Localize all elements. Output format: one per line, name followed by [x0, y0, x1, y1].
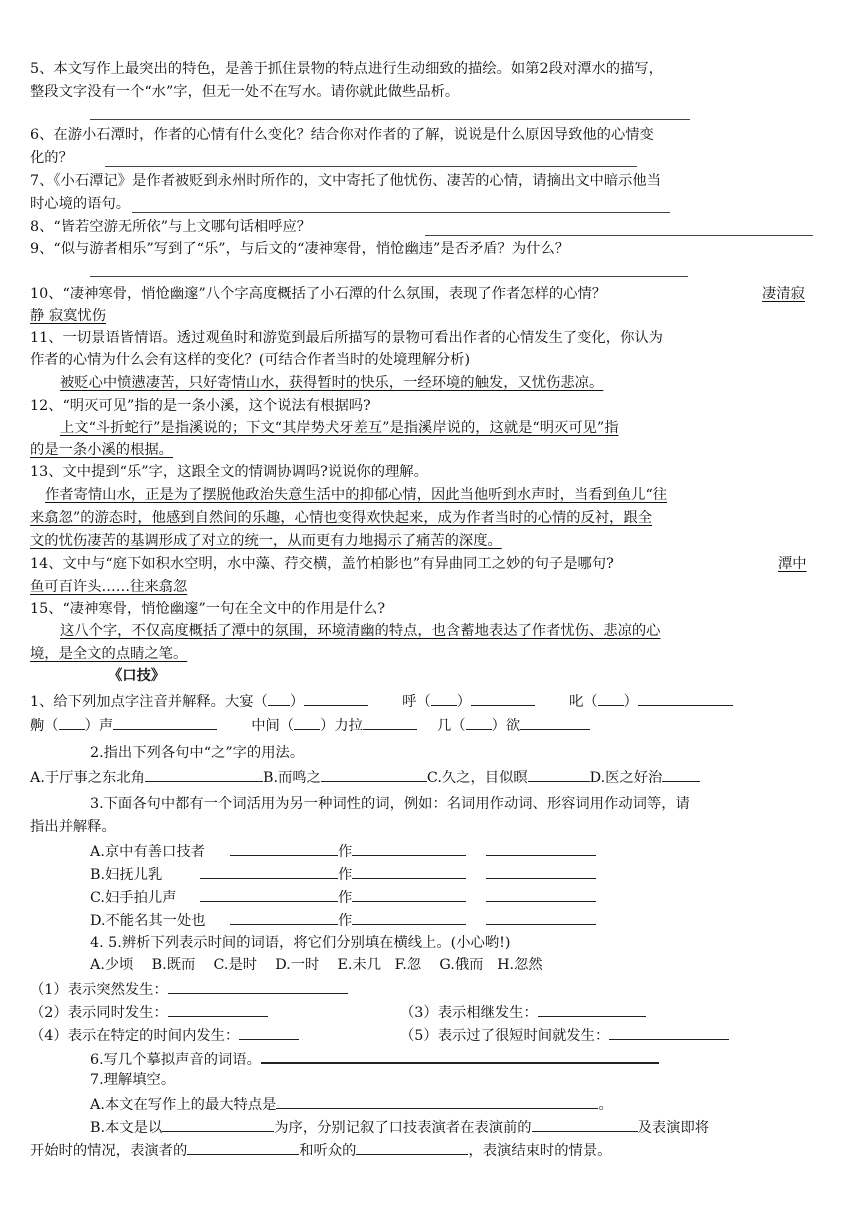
- blank-da-yan-meaning[interactable]: [304, 689, 368, 706]
- question-6-line-1: 6、在游小石潭时，作者的心情有什么变化？结合你对作者的了解，说说是什么原因导致他的心情变: [30, 127, 654, 143]
- blank-q45-3[interactable]: [538, 1000, 646, 1017]
- word-chi: 叱（: [569, 694, 598, 710]
- blank-q2-a[interactable]: [145, 765, 263, 782]
- q6-title: 6.写几个摹拟声音的词语。: [90, 1052, 261, 1068]
- blank-q3-b-2[interactable]: [352, 862, 466, 879]
- q45-part-1: [30, 977, 830, 1001]
- answer-q15-line-2: 境，是全文的点睛之笔。: [30, 646, 188, 662]
- blank-q3-c-3[interactable]: [486, 885, 596, 902]
- blank-q7-a[interactable]: [276, 1092, 598, 1109]
- blank-ji-meaning[interactable]: [520, 713, 590, 730]
- answer-line-q9[interactable]: [90, 276, 688, 277]
- section-title-kouji: 《口技》: [108, 668, 166, 684]
- blank-q6[interactable]: [261, 1046, 659, 1064]
- q45-part-2: [30, 1000, 390, 1024]
- q3-item-b-text: B.妇抚儿乳: [90, 867, 163, 883]
- blank-q7-b-4[interactable]: [356, 1138, 468, 1155]
- q3-zuo-b: 作: [338, 867, 353, 883]
- answer-q12-line-2: 的是一条小溪的根据。: [30, 442, 173, 458]
- answer-q13-line-2: 来翕忽”的游态时，他感到自然间的乐趣，心情也变得欢快起来，成为作者当时的心情的反衬，跟全: [30, 510, 653, 526]
- blank-hu-pinyin[interactable]: [431, 689, 457, 706]
- kouji-q7-b-line-2: [30, 1138, 830, 1162]
- blank-da-yan-pinyin[interactable]: [268, 689, 290, 706]
- blank-q3-a-3[interactable]: [486, 839, 596, 856]
- q7-b-text-6: ，表演结束时的情景。: [468, 1143, 612, 1159]
- question-13-line-1: 13、文中提到“乐”字，这跟全文的情调协调吗?说说你的理解。: [30, 464, 428, 480]
- question-7-line-2: 时心境的语句。: [30, 196, 131, 212]
- answer-line-q8[interactable]: [425, 235, 813, 236]
- blank-jian-pinyin[interactable]: [294, 713, 320, 730]
- question-14-line-1: 14、文中与“庭下如积水空明，水中藻、荇交横，盖竹柏影也”有异曲同工之妙的句子是哪句?: [30, 556, 614, 572]
- blank-q3-d-2[interactable]: [352, 908, 466, 925]
- kouji-q1-line-2: [30, 713, 830, 737]
- q1-prompt: 1、给下列加点字注音并解释。大宴（: [30, 694, 268, 710]
- blank-hou-meaning[interactable]: [113, 713, 217, 730]
- word-sheng: ）声: [84, 718, 114, 734]
- q7-b-text-3: 及表演即将: [637, 1120, 710, 1136]
- kouji-q7-title: 7.理解填空。: [90, 1072, 176, 1088]
- word-yu: ）欲: [491, 718, 521, 734]
- q7-b-text-5: 和听众的: [299, 1143, 357, 1159]
- q3-zuo-a: 作: [338, 844, 353, 860]
- blank-q45-2[interactable]: [168, 1000, 268, 1017]
- blank-q2-d[interactable]: [662, 765, 700, 782]
- kouji-q6: [90, 1046, 830, 1071]
- kouji-q2-options: [30, 765, 830, 789]
- question-15-line-1: 15、“凄神寒骨，悄怆幽邃”一句在全文中的作用是什么?: [30, 601, 386, 617]
- blank-q3-b-3[interactable]: [486, 862, 596, 879]
- q3-item-a-text: A.京中有善口技者: [90, 844, 205, 860]
- q3-item-d-text: D.不能名其一处也: [90, 913, 206, 929]
- answer-q11: 被贬心中愤懑凄苦，只好寄情山水，获得暂时的快乐，一经环境的触发，又忧伤悲凉。: [60, 375, 604, 391]
- q45-part-5: [400, 1023, 830, 1047]
- answer-line-q5[interactable]: [90, 119, 690, 120]
- blank-q2-c[interactable]: [528, 765, 590, 782]
- q2-option-a: A.于厅事之东北角: [30, 770, 145, 786]
- answer-q14-part-2: 鱼可百许头……往来翕忽: [30, 579, 188, 595]
- q2-option-b: B.而鸣之: [262, 770, 321, 786]
- paren-close-2: ）: [456, 694, 472, 710]
- kouji-q3-line-1: 3.下面各句中都有一个词活用为另一种词性的词，例如：名词用作动词、形容词用作动词等，请: [90, 796, 690, 812]
- kouji-q7-b-line-1: [90, 1115, 830, 1139]
- blank-hu-meaning[interactable]: [471, 689, 535, 706]
- blank-q7-b-2[interactable]: [532, 1115, 638, 1132]
- word-lila: ）力拉: [320, 718, 363, 734]
- word-ji: 几（: [436, 718, 466, 734]
- q3-item-c-text: C.妇手拍儿声: [90, 890, 177, 906]
- q3-item-b: [90, 862, 830, 886]
- kouji-q3-line-2: 指出并解释。: [30, 819, 116, 835]
- blank-q7-b-3[interactable]: [187, 1138, 299, 1155]
- q3-zuo-c: 作: [338, 890, 353, 906]
- q3-item-c: [90, 885, 830, 909]
- q45-part-3-label: （3）表示相继发生：: [400, 1005, 538, 1021]
- answer-line-q6[interactable]: [105, 166, 637, 167]
- kouji-q45-title: 4. 5.辨析下列表示时间的词语，将它们分别填在横线上。(小心哟!): [90, 935, 511, 951]
- blank-hou-pinyin[interactable]: [59, 713, 85, 730]
- blank-q45-5[interactable]: [609, 1023, 729, 1040]
- q7-a-end: 。: [598, 1097, 613, 1113]
- answer-line-q7[interactable]: [132, 212, 670, 213]
- question-5-line-1: 5、本文写作上最突出的特色，是善于抓住景物的特点进行生动细致的描绘。如第2段对潭水的描写，: [30, 61, 663, 77]
- word-hou: 齁（: [30, 718, 59, 734]
- blank-q3-a-1[interactable]: [230, 839, 338, 856]
- q45-part-1-label: （1）表示突然发生：: [30, 982, 168, 998]
- blank-q3-b-1[interactable]: [200, 862, 338, 879]
- blank-chi-pinyin[interactable]: [598, 689, 624, 706]
- blank-q3-c-1[interactable]: [200, 885, 338, 902]
- answer-q10-part-2: 静 寂寞忧伤: [30, 308, 107, 324]
- question-6-line-2: 化的？: [30, 150, 73, 166]
- answer-q10-part-1: 凄清寂: [762, 286, 805, 302]
- q45-part-5-label: （5）表示过了很短时间就发生：: [400, 1028, 610, 1044]
- word-zhongjian: 中间（: [251, 718, 295, 734]
- question-10-line-1: 10、“凄神寒骨，悄怆幽邃”八个字高度概括了小石潭的什么氛围，表现了作者怎样的心情？: [30, 286, 607, 302]
- q7-b-text-1: B.本文是以: [90, 1120, 163, 1136]
- question-11-line-1: 11、一切景语皆情语。透过观鱼时和游览到最后所描写的景物可看出作者的心情发生了变化，你认为: [30, 330, 663, 346]
- question-9-line-1: 9、“似与游者相乐”写到了“乐”，与后文的“凄神寒骨，悄怆幽违”是否矛盾？为什么？: [30, 241, 570, 257]
- kouji-q45-options: A.少顷 B.既而 C.是时 D.一时 E.未几 F.忽 G.俄而 H.忽然: [90, 957, 543, 973]
- answer-q12-line-1: 上文“斗折蛇行”是指溪说的；下文“其岸势犬牙差互”是指溪岸说的，这就是“明灭可见”指: [60, 420, 619, 436]
- q45-part-2-label: （2）表示同时发生：: [30, 1005, 168, 1021]
- answer-q15-line-1: 这八个字，不仅高度概括了潭中的氛围，环境清幽的特点，也含蓄地表达了作者忧伤、悲凉的心: [60, 623, 661, 639]
- question-5-line-2: 整段文字没有一个“水”字，但无一处不在写水。请你就此做些品析。: [30, 84, 460, 100]
- blank-jian-meaning[interactable]: [363, 713, 417, 730]
- kouji-q1-line-1: [30, 689, 830, 713]
- blank-q45-4[interactable]: [239, 1023, 299, 1040]
- q7-b-text-4: 开始时的情况，表演者的: [30, 1143, 188, 1159]
- blank-ji-pinyin[interactable]: [466, 713, 492, 730]
- blank-q45-1[interactable]: [168, 977, 348, 994]
- kouji-q2-title: 2.指出下列各句中“之”字的用法。: [90, 745, 305, 761]
- q2-option-c: C.久之，目似瞑: [426, 770, 528, 786]
- kouji-q7-a: [90, 1092, 830, 1116]
- question-11-line-2: 作者的心情为什么会有这样的变化？(可结合作者当时的处境理解分析): [30, 352, 471, 368]
- q45-part-4: [30, 1023, 390, 1047]
- q2-option-d: D.医之好治: [589, 770, 663, 786]
- answer-q14-part-1: 潭中: [778, 556, 807, 572]
- q7-b-text-2: 为序，分别记叙了口技表演者在表演前的: [274, 1120, 532, 1136]
- q45-part-4-label: （4）表示在特定的时间内发生：: [30, 1028, 240, 1044]
- q3-item-d: [90, 908, 830, 932]
- q3-item-a: [90, 839, 830, 863]
- question-12-line-1: 12、“明灭可见”指的是一条小溪，这个说法有根据吗?: [30, 398, 371, 414]
- paren-close-3: ）: [623, 694, 638, 710]
- answer-q13-line-1: 作者寄情山水，正是为了摆脱他政治失意生活中的抑郁心情，因此当他听到水声时，当看到鱼儿“往: [45, 487, 668, 503]
- answer-q13-line-3: 文的忧伤凄苦的基调形成了对立的统一，从而更有力地揭示了痛苦的深度。: [30, 533, 502, 549]
- blank-q3-c-2[interactable]: [352, 885, 466, 902]
- blank-q3-d-1[interactable]: [230, 908, 338, 925]
- word-hu: 呼（: [402, 694, 431, 710]
- q3-zuo-d: 作: [338, 913, 353, 929]
- blank-q7-b-1[interactable]: [162, 1115, 274, 1132]
- question-7-line-1: 7、《小石潭记》是作者被贬到永州时所作的，文中寄托了他忧伤、凄苦的心情，请摘出文中暗示他当: [30, 173, 662, 189]
- blank-q3-a-2[interactable]: [352, 839, 466, 856]
- question-8-line-1: 8、“皆若空游无所依”与上文哪句话相呼应？: [30, 219, 312, 235]
- q45-part-3: [400, 1000, 830, 1024]
- q7-a-text: A.本文在写作上的最大特点是: [90, 1097, 277, 1113]
- blank-q2-b[interactable]: [321, 765, 427, 782]
- paren-close: ）: [289, 694, 305, 710]
- blank-q3-d-3[interactable]: [486, 908, 596, 925]
- blank-chi-meaning[interactable]: [638, 689, 733, 706]
